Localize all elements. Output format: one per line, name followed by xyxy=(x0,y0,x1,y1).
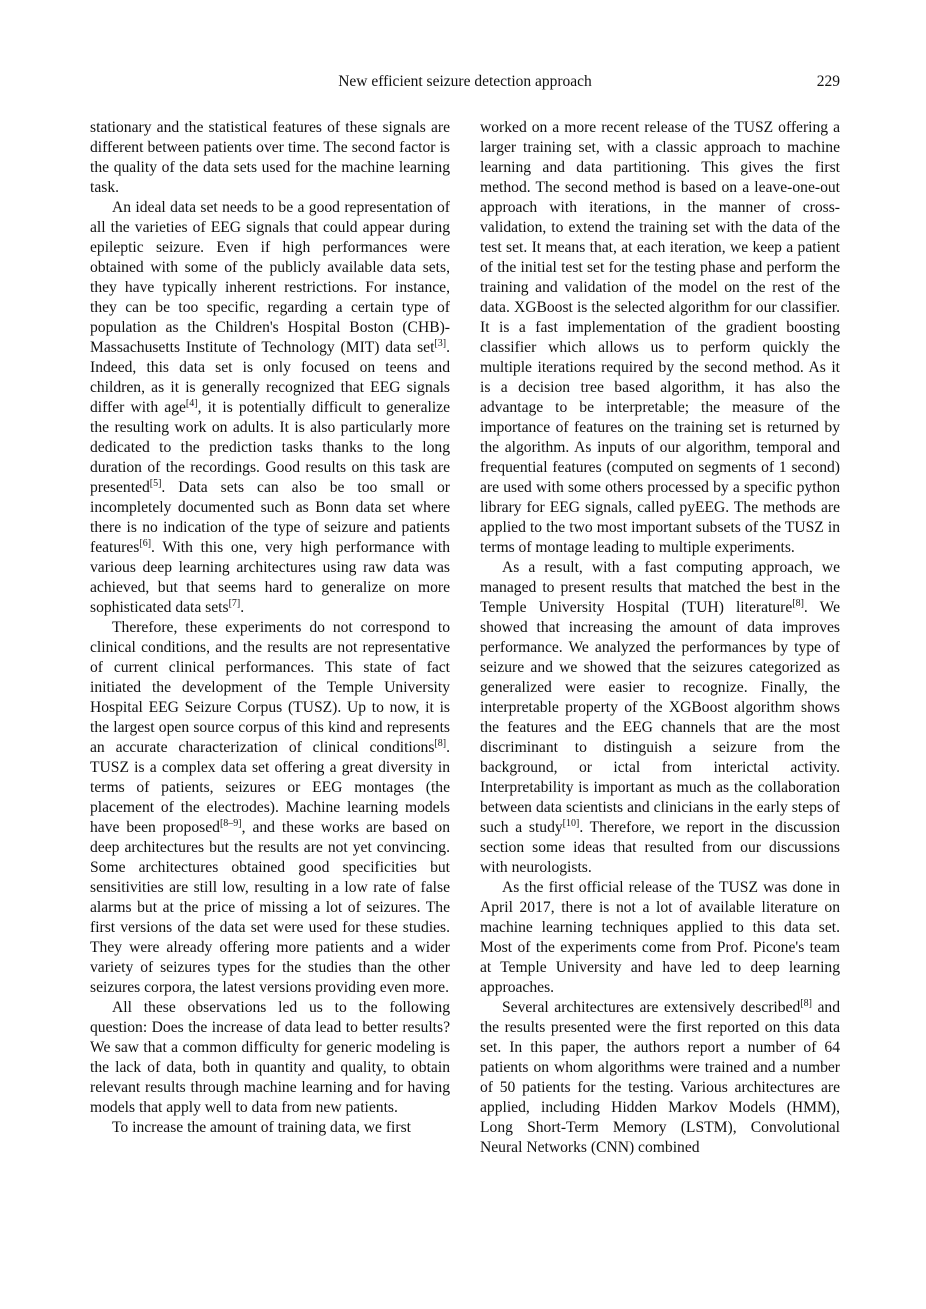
paragraph: To increase the amount of training data, we first xyxy=(112,1119,411,1136)
page-number: 229 xyxy=(816,73,840,90)
reference-marker: [5] xyxy=(149,477,162,489)
reference-marker: [3] xyxy=(434,337,447,349)
paragraph: stationary and the statistical features of these signals are different between patients over time. The second factor is the quality of the data sets used for the machine learning task. xyxy=(90,119,450,196)
page-header xyxy=(90,72,840,92)
paragraph: Therefore, these experiments do not correspond to clinical conditions, and the results are not representative of current clinical performances. This state of fact initiated the development of the Temple University Hospital EEG Seizure Corpus (TUSZ). Up to now, it is the largest open source corpus of this kind and represents an accurate characterization of clinical conditions[8]. TUSZ is a complex data set offering a great diversity in terms of patients, seizures or EEG montages (the placement of the electrodes). Machine learning models have been proposed[8–9], and these works are based on deep architectures but the results are not yet convincing. Some architectures obtained good specificities but sensitivities are still low, resulting in a low rate of false alarms but at the price of missing a lot of seizures. The first versions of the data set were used for these studies. They were already offering more patients and a wider variety of seizures types for the studies than the other seizures corpora, the latest versions providing even more. xyxy=(90,619,450,996)
paragraph: Several architectures are extensively described[8] and the results presented were the first reported on this data set. In this paper, the authors report a number of 64 patients on whom algorithms were trained and a number of 50 patients for the testing. Various architectures are applied, including Hidden Markov Models (HMM), Long Short-Term Memory (LSTM), Convolutional Neural Networks (CNN) combined xyxy=(480,997,840,1156)
paragraph: As the first official release of the TUSZ was done in April 2017, there is not a lot of available literature on machine learning techniques applied to this data set. Most of the experiments come from Prof. Picone's team at Temple University and have led to deep learning approaches. xyxy=(480,879,840,996)
reference-marker: [6] xyxy=(139,537,152,549)
reference-marker: [8] xyxy=(800,997,812,1009)
running-title: New efficient seizure detection approach xyxy=(338,73,592,90)
two-column-body xyxy=(90,118,840,1158)
reference-marker: [8–9] xyxy=(219,817,242,829)
reference-marker: [7] xyxy=(228,597,241,609)
reference-marker: [8] xyxy=(434,737,447,749)
reference-marker: [8] xyxy=(792,597,804,609)
paragraph: All these observations led us to the following question: Does the increase of data lead to better results? We saw that a common difficulty for generic modeling is the lack of data, both in quantity and quality, to obtain relevant results through machine learning and for having models that apply well to data from new patients. xyxy=(90,999,450,1116)
left-column xyxy=(90,118,450,1138)
reference-marker: [10] xyxy=(562,817,580,829)
paragraph: As a result, with a fast computing approach, we managed to present results that matched the best in the Temple University Hospital (TUH) literature[8]. We showed that increasing the amount of data improves performance. We analyzed the performances by type of seizure and we showed that the seizures categorized as generalized were easier to recognize. Finally, the interpretable property of the XGBoost algorithm shows the features and the EEG channels that are the most discriminant to distinguish a seizure from the background, or ictal from interictal activity. Interpretability is important as much as the collaboration between data scientists and clinicians in the early steps of such a study[10]. Therefore, we report in the discussion section some ideas that resulted from our discussions with neurologists. xyxy=(480,559,841,876)
reference-marker: [4] xyxy=(185,397,198,409)
paragraph: worked on a more recent release of the TUSZ offering a larger training set, with a classic approach to machine learning and data partitioning. This gives the first method. The second method is based on a leave-one-out approach with iterations, in the manner of cross-validation, to extend the training set with the data of the test set. It means that, at each iteration, we keep a patient of the initial test set for the testing phase and perform the training and validation of the model on the rest of the data. XGBoost is the selected algorithm for our classifier. It is a fast implementation of the gradient boosting classifier which allows us to perform quickly the multiple iterations required by the second method. As it is a decision tree based algorithm, it has also the advantage to be interpretable; the measure of the importance of features on the training set is returned by the algorithm. As inputs of our algorithm, temporal and frequential features (computed on segments of 1 second) are used with some others processed by a specific python library for EEG signals, called pyEEG. The methods are applied to the two most important subsets of the TUSZ in terms of montage leading to multiple experiments. xyxy=(480,119,840,556)
right-column xyxy=(480,118,840,1158)
paragraph: An ideal data set needs to be a good representation of all the varieties of EEG signals that could appear during epileptic seizure. Even if high performances were obtained with some of the publicly available data sets, they have typically inherent restrictions. For instance, they can be too specific, regarding a certain type of population as the Children's Hospital Boston (CHB)-Massachusetts Institute of Technology (MIT) data set[3]. Indeed, this data set is only focused on teens and children, as it is generally recognized that EEG signals differ with age[4], it is potentially difficult to generalize the resulting work on adults. It is also particularly more dedicated to the prediction tasks thanks to the long duration of the recordings. Good results on this task are presented[5]. Data sets can also be too small or incompletely documented such as Bonn data set where there is no indication of the type of seizure and patients features[6]. With this one, very high performance with various deep learning architectures using raw data was achieved, but that seems hard to generalize on more sophisticated data sets[7]. xyxy=(90,199,450,616)
